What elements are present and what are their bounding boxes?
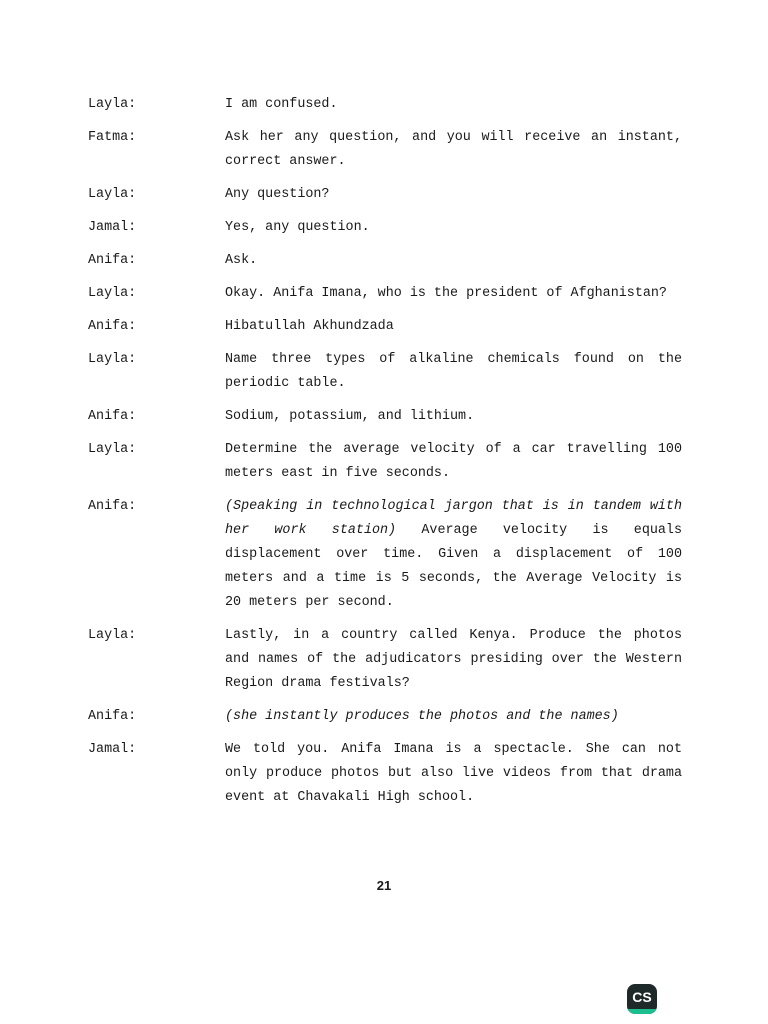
speech-text <box>225 216 682 240</box>
speech-segment: Determine the average velocity of a car travelling 100 meters east in five seconds. <box>225 442 682 481</box>
dialogue-line <box>88 705 688 729</box>
speech-text <box>225 438 682 486</box>
dialogue-line <box>88 249 688 273</box>
speech-segment: Yes, any question. <box>225 220 370 235</box>
speech-segment: Name three types of alkaline chemicals found on the periodic table. <box>225 352 682 391</box>
dialogue-line <box>88 216 688 240</box>
dialogue-line <box>88 315 688 339</box>
speech-segment: Average velocity is equals displacement over time. Given a displacement of 100 meters and a time is 5 seconds, the Average Velocity is 20 meters per second. <box>225 523 683 610</box>
speaker-name: Fatma: <box>88 130 137 145</box>
speech-text <box>225 282 682 306</box>
speech-segment: I am confused. <box>225 97 338 112</box>
dialogue-line <box>88 183 688 207</box>
speaker-name: Anifa: <box>88 499 137 514</box>
speech-text <box>225 249 682 273</box>
dialogue-line <box>88 438 688 486</box>
dialogue-line <box>88 93 688 117</box>
speaker-name: Layla: <box>88 286 137 301</box>
speech-segment: We told you. Anifa Imana is a spectacle. She can not only produce photos but also live videos from that drama event at Chavakali High school. <box>225 742 682 805</box>
logo-accent-bar <box>627 1009 657 1014</box>
dialogue-line <box>88 282 688 306</box>
speech-segment: Ask. <box>225 253 258 268</box>
speech-segment: Okay. Anifa Imana, who is the president of Afghanistan? <box>225 286 667 301</box>
speech-segment: Sodium, potassium, and lithium. <box>225 409 475 424</box>
stage-direction: (she instantly produces the photos and the names) <box>225 709 619 724</box>
speaker-name: Layla: <box>88 187 137 202</box>
speaker-name: Anifa: <box>88 709 137 724</box>
speaker-name: Jamal: <box>88 742 137 757</box>
speaker-name: Anifa: <box>88 409 137 424</box>
speech-segment: Ask her any question, and you will receive an instant, correct answer. <box>225 130 682 169</box>
speech-segment: Lastly, in a country called Kenya. Produce the photos and names of the adjudicators presiding over the Western Region drama festivals? <box>225 628 682 691</box>
speech-text <box>225 348 682 396</box>
page-number: 21 <box>376 878 392 893</box>
dialogue-line <box>88 348 688 396</box>
speech-segment: Any question? <box>225 187 330 202</box>
speaker-name: Layla: <box>88 442 137 457</box>
speech-text <box>225 93 682 117</box>
stage-direction: (Speaking in technological jargon that is in tandem with her work station) <box>225 499 682 538</box>
speaker-name: Anifa: <box>88 319 137 334</box>
script-dialogue <box>88 93 688 819</box>
speech-segment: Hibatullah Akhundzada <box>225 319 394 334</box>
speech-text <box>225 624 682 696</box>
camscanner-icon <box>627 984 657 1014</box>
speech-text <box>225 405 682 429</box>
speaker-name: Jamal: <box>88 220 137 235</box>
speech-text <box>225 183 682 207</box>
speaker-name: Anifa: <box>88 253 137 268</box>
speaker-name: Layla: <box>88 97 137 112</box>
speaker-name: Layla: <box>88 628 137 643</box>
speech-text <box>225 315 682 339</box>
speech-text <box>225 495 682 615</box>
speech-text <box>225 705 682 729</box>
dialogue-line <box>88 738 688 810</box>
logo-text: CS <box>632 989 652 1005</box>
dialogue-line <box>88 495 688 615</box>
dialogue-line <box>88 405 688 429</box>
speech-text <box>225 738 682 810</box>
dialogue-line <box>88 624 688 696</box>
dialogue-line <box>88 126 688 174</box>
speech-text <box>225 126 682 174</box>
speaker-name: Layla: <box>88 352 137 367</box>
